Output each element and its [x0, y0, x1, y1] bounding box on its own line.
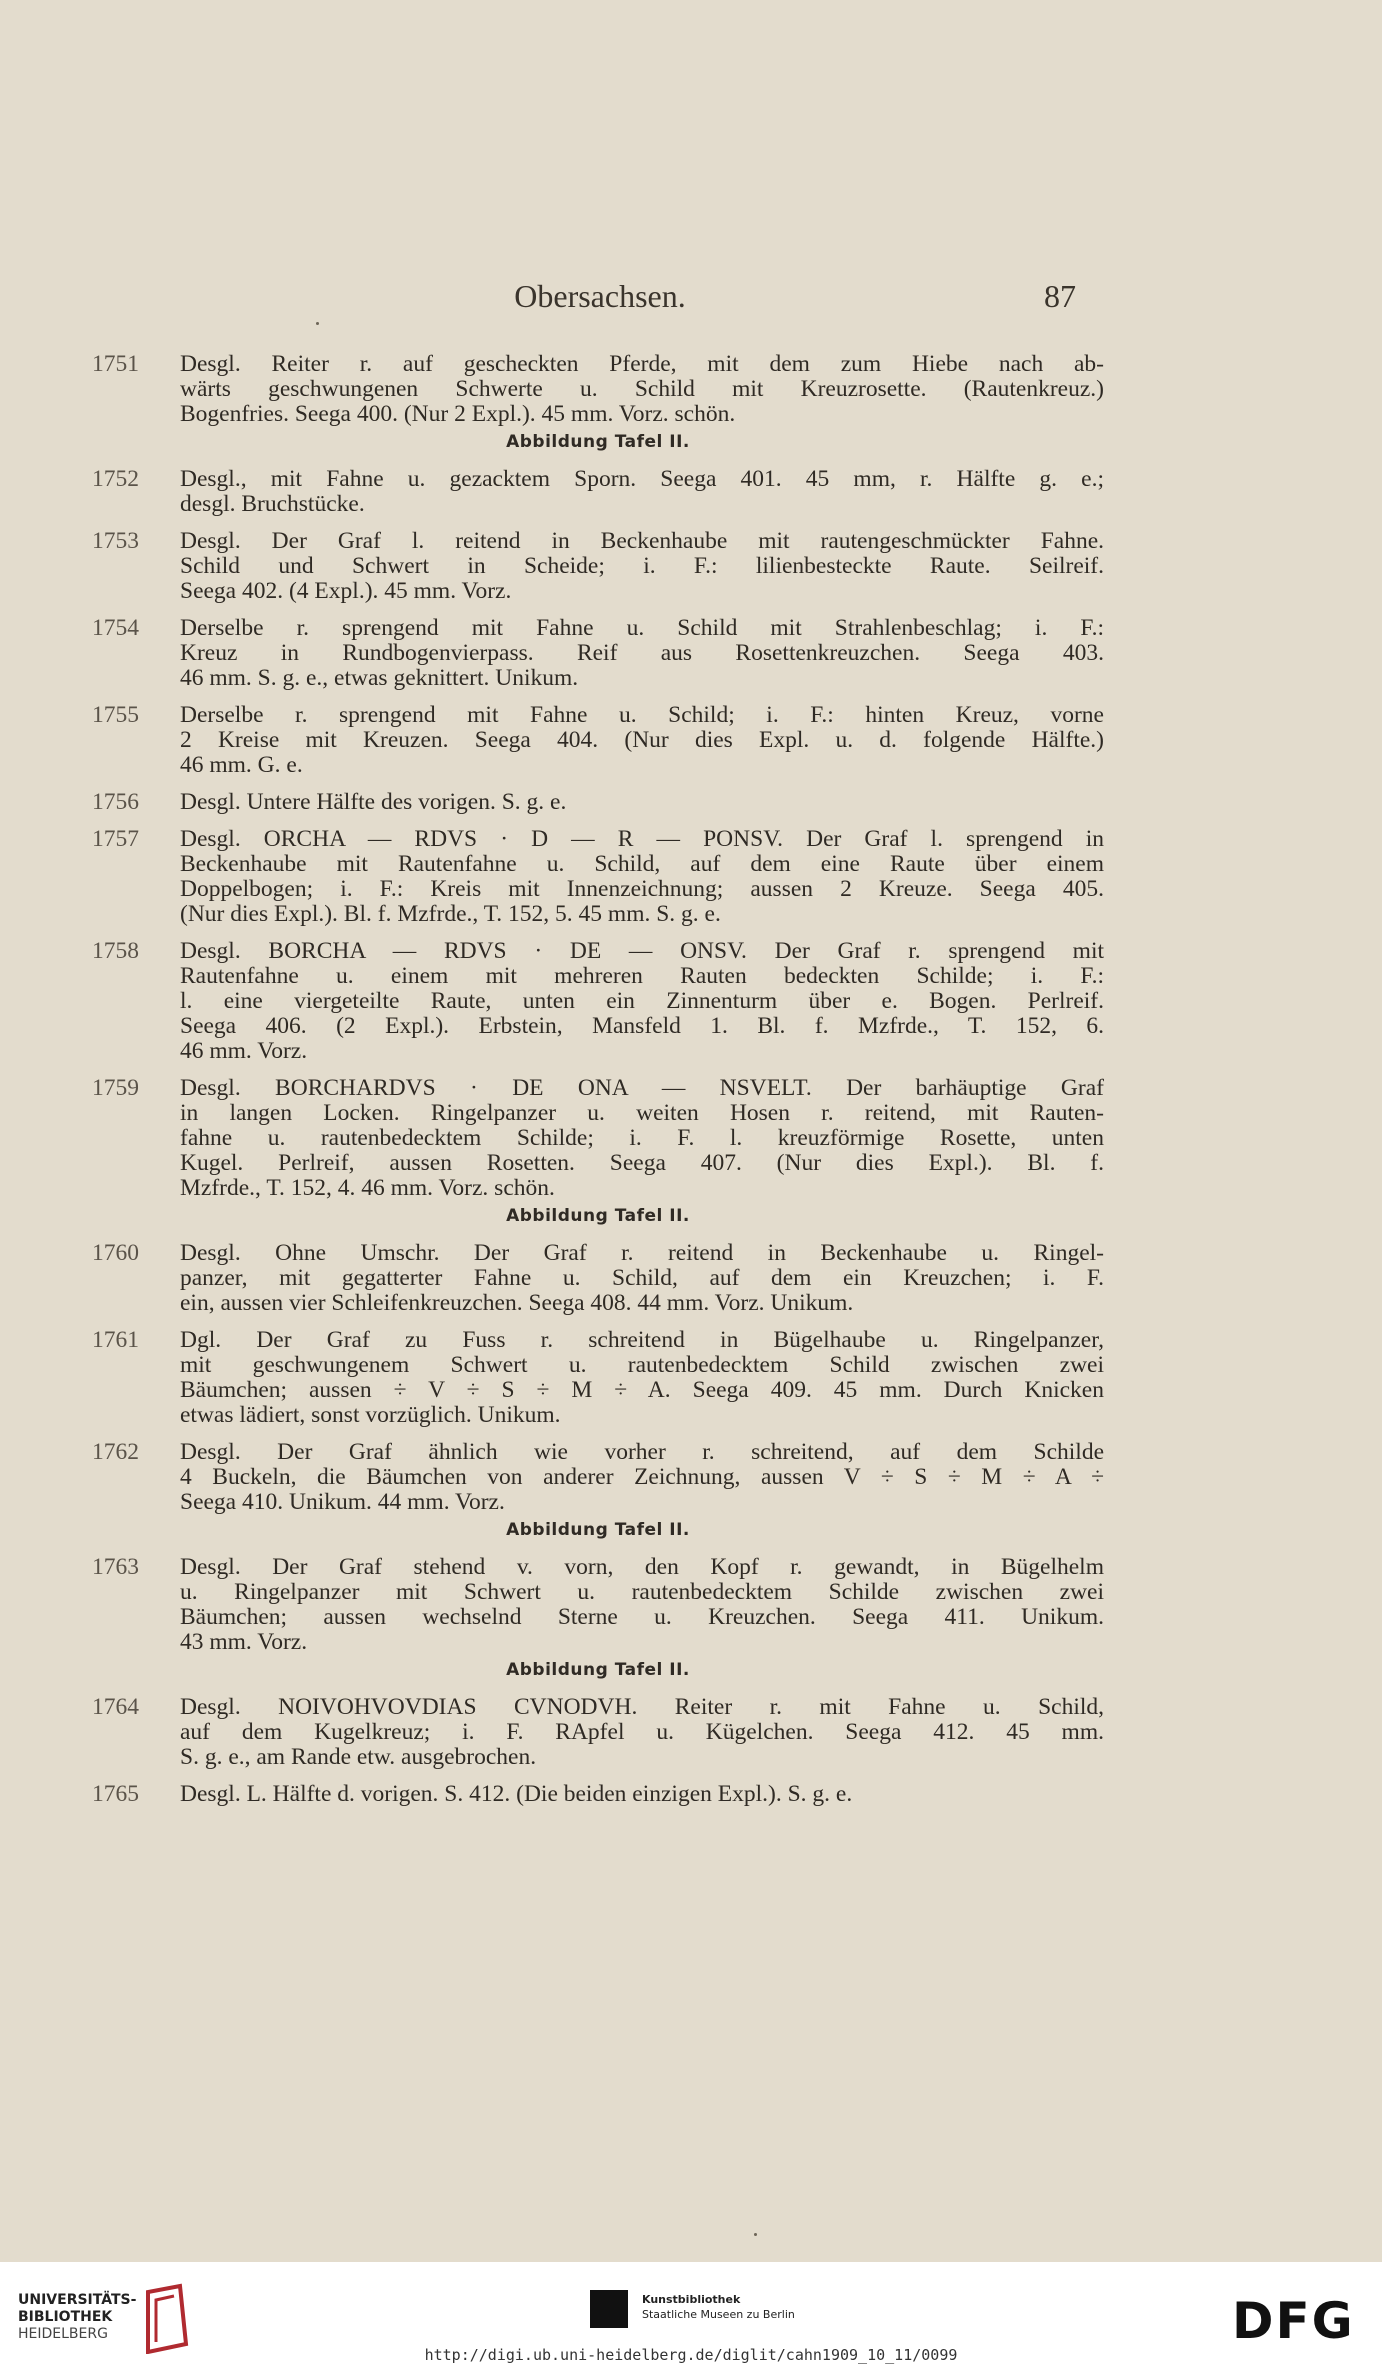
entry-text-line: in langen Locken. Ringelpanzer u. weiten Hosen r. reitend, mit Rauten-	[180, 1100, 1104, 1126]
entry-text-line: desgl. Bruchstücke.	[180, 491, 365, 517]
entry-text-line: 46 mm. Vorz.	[180, 1038, 308, 1064]
entry-text-line: l. eine viergeteilte Raute, unten ein Zinnenturm über e. Bogen. Perlreif.	[180, 988, 1104, 1014]
library-line: BIBLIOTHEK	[18, 2309, 113, 2325]
entry-text-line: Mzfrde., T. 152, 4. 46 mm. Vorz. schön.	[180, 1175, 555, 1201]
catalog-entry	[92, 827, 1104, 927]
entry-number: 1764	[92, 1694, 139, 1720]
entry-text-line: fahne u. rautenbedecktem Schilde; i. F. l. kreuzförmige Rosette, unten	[180, 1125, 1104, 1151]
entry-text-line: Seega 402. (4 Expl.). 45 mm. Vorz.	[180, 578, 512, 604]
catalog-entry	[92, 352, 1104, 455]
entry-number: 1765	[92, 1781, 139, 1807]
entry-text-line: wärts geschwungenen Schwerte u. Schild mit Kreuzrosette. (Rautenkreuz.)	[180, 376, 1104, 402]
catalog-entry	[92, 703, 1104, 778]
entry-text-line: (Nur dies Expl.). Bl. f. Mzfrde., T. 152, 5. 45 mm. S. g. e.	[180, 901, 721, 927]
entry-text-line: Desgl. Der Graf l. reitend in Beckenhaube mit rautengeschmückter Fahne.	[180, 528, 1104, 554]
entry-text-line: Desgl. Ohne Umschr. Der Graf r. reitend in Beckenhaube u. Ringel-	[180, 1240, 1104, 1266]
entry-number: 1762	[92, 1439, 139, 1465]
catalog-entry	[92, 790, 1104, 815]
entry-text-line: Desgl. BORCHARDVS · DE ONA — NSVELT. Der barhäuptige Graf	[180, 1075, 1104, 1101]
entry-text-line: 43 mm. Vorz.	[180, 1629, 308, 1655]
page-title: Obersachsen.	[514, 278, 686, 314]
entry-text-line: Derselbe r. sprengend mit Fahne u. Schild; i. F.: hinten Kreuz, vorne	[180, 702, 1104, 728]
entry-number: 1761	[92, 1327, 139, 1353]
university-logo-icon	[142, 2282, 190, 2354]
entry-number: 1752	[92, 466, 139, 492]
speck-mark	[316, 322, 319, 325]
entry-text-line: Desgl. BORCHA — RDVS · DE — ONSV. Der Graf r. sprengend mit	[180, 938, 1104, 964]
entry-text-line: Dgl. Der Graf zu Fuss r. schreitend in Bügelhaube u. Ringelpanzer,	[180, 1327, 1104, 1353]
entry-text-line: etwas lädiert, sonst vorzüglich. Unikum.	[180, 1402, 561, 1428]
illustration-reference: Abbildung Tafel II.	[506, 1206, 690, 1226]
kunstbibliothek-logo-icon	[590, 2290, 628, 2328]
entry-number: 1756	[92, 789, 139, 815]
catalog-entry	[92, 1782, 1104, 1807]
entry-number: 1754	[92, 615, 139, 641]
entry-number: 1763	[92, 1554, 139, 1580]
library-line: UNIVERSITÄTS-	[18, 2292, 137, 2308]
entry-text-line: Desgl. Der Graf ähnlich wie vorher r. schreitend, auf dem Schilde	[180, 1439, 1104, 1465]
kunstbibliothek-label	[642, 2292, 795, 2322]
entry-text-line: Desgl. L. Hälfte d. vorigen. S. 412. (Die beiden einzigen Expl.). S. g. e.	[180, 1781, 853, 1807]
entry-text-line: Desgl. Untere Hälfte des vorigen. S. g. e.	[180, 789, 567, 815]
kb-line: Staatliche Museen zu Berlin	[642, 2308, 795, 2321]
dfg-logo: DFG	[1232, 2292, 1355, 2350]
entry-text-line: 46 mm. G. e.	[180, 752, 303, 778]
entry-text-line: Kugel. Perlreif, aussen Rosetten. Seega 407. (Nur dies Expl.). Bl. f.	[180, 1150, 1104, 1176]
entry-text-line: Schild und Schwert in Scheide; i. F.: lilienbesteckte Raute. Seilreif.	[180, 553, 1104, 579]
catalog-entry	[92, 1695, 1104, 1770]
catalog-entry	[92, 529, 1104, 604]
entry-text-line: Seega 410. Unikum. 44 mm. Vorz.	[180, 1489, 505, 1515]
entry-number: 1760	[92, 1240, 139, 1266]
page-number: 87	[1044, 278, 1076, 314]
speck-mark	[754, 2233, 757, 2236]
entry-number: 1759	[92, 1075, 139, 1101]
entry-text-line: auf dem Kugelkreuz; i. F. RApfel u. Kügelchen. Seega 412. 45 mm.	[180, 1719, 1104, 1745]
entry-text-line: Desgl., mit Fahne u. gezacktem Sporn. Seega 401. 45 mm, r. Hälfte g. e.;	[180, 466, 1104, 492]
entry-text-line: Bäumchen; aussen wechselnd Sterne u. Kreuzchen. Seega 411. Unikum.	[180, 1604, 1104, 1630]
catalog-entry	[92, 467, 1104, 517]
catalog-entries	[92, 352, 1104, 1819]
catalog-entry	[92, 1076, 1104, 1229]
entry-text-line: Desgl. ORCHA — RDVS · D — R — PONSV. Der Graf l. sprengend in	[180, 826, 1104, 852]
kb-line: Kunstbibliothek	[642, 2293, 741, 2306]
entry-number: 1755	[92, 702, 139, 728]
entry-text-line: ein, aussen vier Schleifenkreuzchen. Seega 408. 44 mm. Vorz. Unikum.	[180, 1290, 854, 1316]
entry-number: 1753	[92, 528, 139, 554]
entry-text-line: Bogenfries. Seega 400. (Nur 2 Expl.). 45 mm. Vorz. schön.	[180, 401, 736, 427]
entry-text-line: Bäumchen; aussen ÷ V ÷ S ÷ M ÷ A. Seega 409. 45 mm. Durch Knicken	[180, 1377, 1104, 1403]
entry-number: 1758	[92, 938, 139, 964]
entry-text-line: Doppelbogen; i. F.: Kreis mit Innenzeichnung; aussen 2 Kreuze. Seega 405.	[180, 876, 1104, 902]
entry-text-line: Desgl. NOIVOHVOVDIAS CVNODVH. Reiter r. mit Fahne u. Schild,	[180, 1694, 1104, 1720]
entry-text-line: 4 Buckeln, die Bäumchen von anderer Zeichnung, aussen V ÷ S ÷ M ÷ A ÷	[180, 1464, 1104, 1490]
entry-text-line: Seega 406. (2 Expl.). Erbstein, Mansfeld 1. Bl. f. Mzfrde., T. 152, 6.	[180, 1013, 1104, 1039]
entry-text-line: S. g. e., am Rande etw. ausgebrochen.	[180, 1744, 537, 1770]
entry-text-line: panzer, mit gegatterter Fahne u. Schild, auf dem ein Kreuzchen; i. F.	[180, 1265, 1104, 1291]
entry-text-line: Desgl. Reiter r. auf gescheckten Pferde, mit dem zum Hiebe nach ab-	[180, 351, 1104, 377]
entry-text-line: 46 mm. S. g. e., etwas geknittert. Unikum.	[180, 665, 579, 691]
library-line: HEIDELBERG	[18, 2326, 108, 2342]
entry-number: 1757	[92, 826, 139, 852]
catalog-entry	[92, 1328, 1104, 1428]
entry-text-line: Kreuz in Rundbogenvierpass. Reif aus Rosettenkreuzchen. Seega 403.	[180, 640, 1104, 666]
source-url-link[interactable]: http://digi.ub.uni-heidelberg.de/diglit/cahn1909_10_11/0099	[424, 2346, 958, 2364]
library-name	[18, 2292, 136, 2343]
entry-text-line: 2 Kreise mit Kreuzen. Seega 404. (Nur dies Expl. u. d. folgende Hälfte.)	[180, 727, 1104, 753]
entry-text-line: Derselbe r. sprengend mit Fahne u. Schild mit Strahlenbeschlag; i. F.:	[180, 615, 1104, 641]
entry-text-line: Beckenhaube mit Rautenfahne u. Schild, auf dem eine Raute über einem	[180, 851, 1104, 877]
catalog-entry	[92, 1555, 1104, 1683]
entry-text-line: Desgl. Der Graf stehend v. vorn, den Kopf r. gewandt, in Bügelhelm	[180, 1554, 1104, 1580]
entry-text-line: u. Ringelpanzer mit Schwert u. rautenbedecktem Schilde zwischen zwei	[180, 1579, 1104, 1605]
entry-text-line: Rautenfahne u. einem mit mehreren Rauten bedeckten Schilde; i. F.:	[180, 963, 1104, 989]
catalog-entry	[92, 616, 1104, 691]
illustration-reference: Abbildung Tafel II.	[506, 432, 690, 452]
catalog-entry	[92, 1440, 1104, 1543]
entry-text-line: mit geschwungenem Schwert u. rautenbedecktem Schild zwischen zwei	[180, 1352, 1104, 1378]
illustration-reference: Abbildung Tafel II.	[506, 1660, 690, 1680]
catalog-entry	[92, 939, 1104, 1064]
illustration-reference: Abbildung Tafel II.	[506, 1520, 690, 1540]
entry-number: 1751	[92, 351, 139, 377]
catalog-entry	[92, 1241, 1104, 1316]
